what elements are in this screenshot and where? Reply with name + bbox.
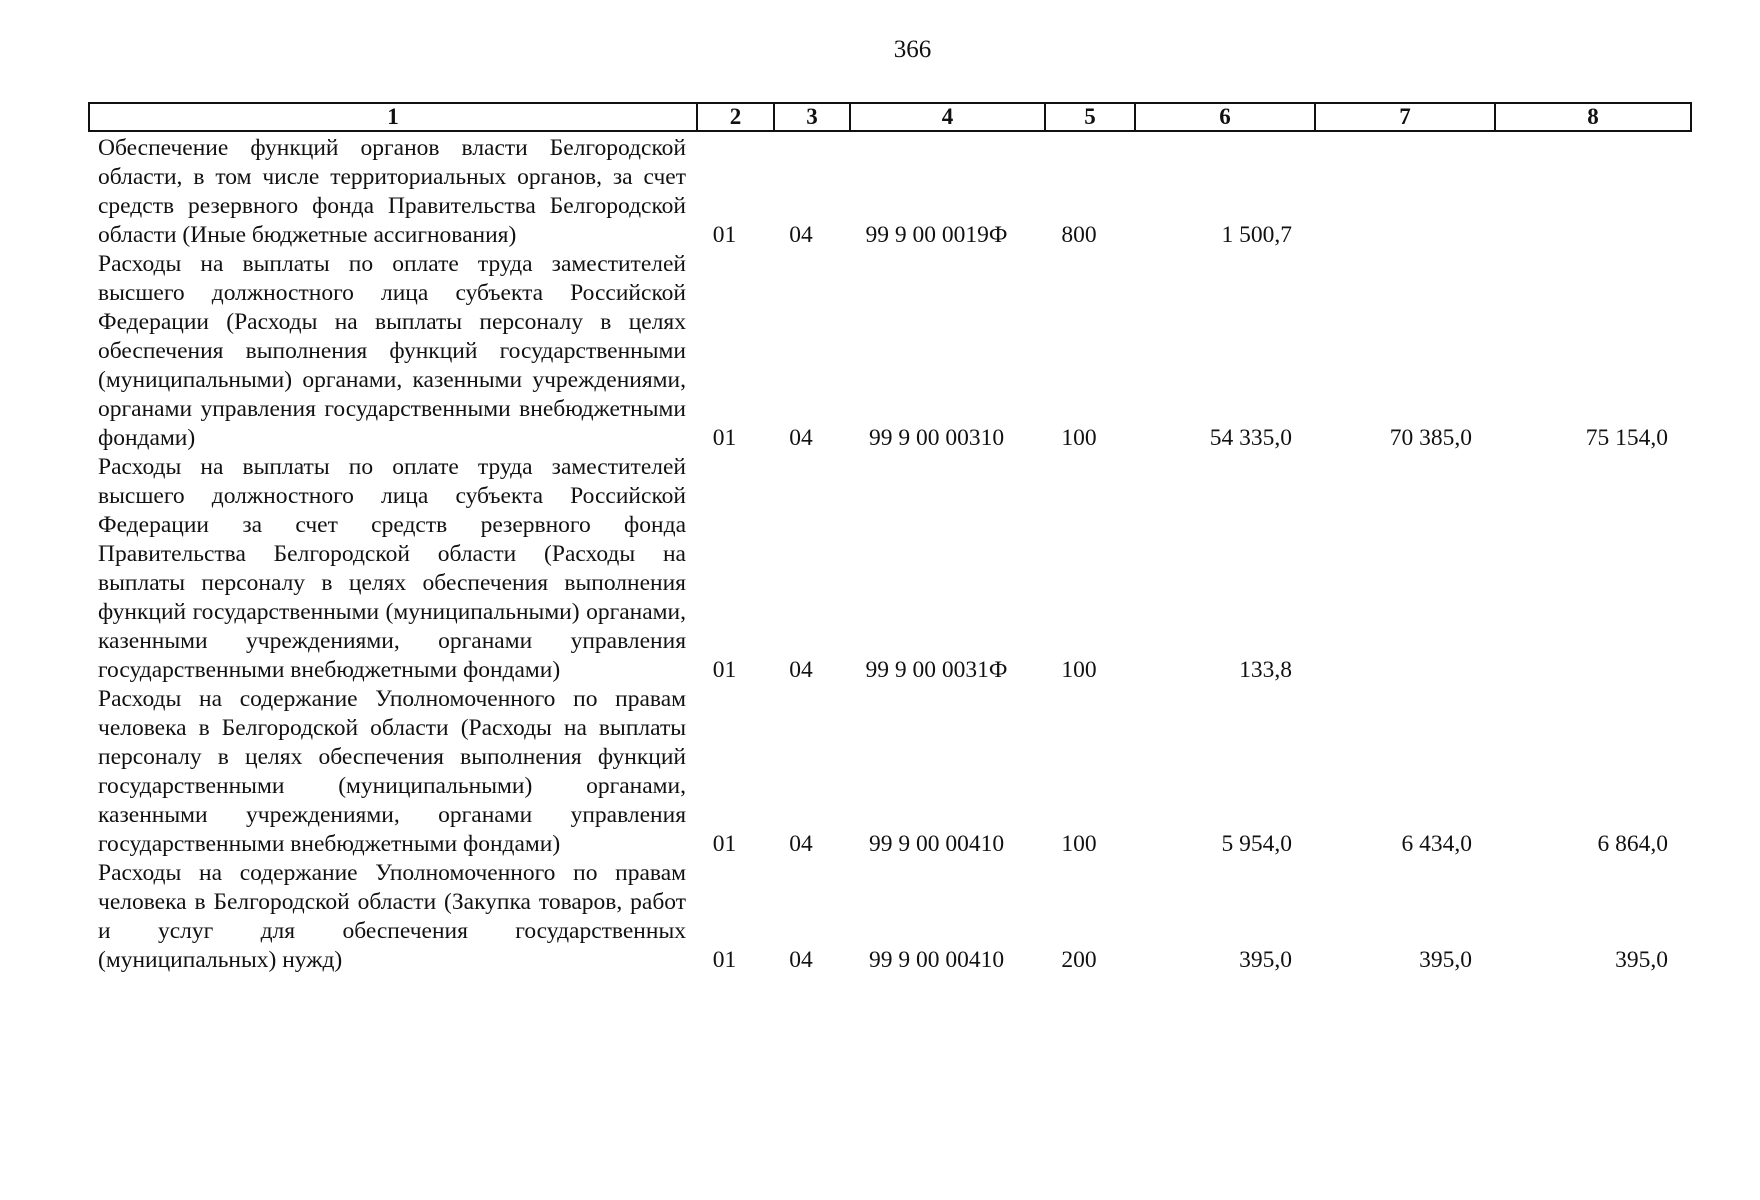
page-number: 366 <box>893 36 932 63</box>
row-subsection: 04 <box>789 947 813 973</box>
row-description: Расходы на содержание Уполномоченного по правам человека в Белгородской области (Закупка товаров, работ и услуг для обеспечения государственных (муниципальных) нужд) <box>98 860 686 973</box>
table-row <box>88 685 1680 859</box>
header-col-4: 4 <box>851 104 1046 130</box>
row-description: Расходы на выплаты по оплате труда заместителей высшего должностного лица субъекта Российской Федерации за счет средств резервного фонда Правительства Белгородской области (Расходы на выплаты персоналу в целях обеспечения выполнения функций государственными (муниципальными) органами, казенными учреждениями, органами управления государственными внебюджетными фондами) <box>98 454 686 683</box>
table-header <box>88 102 1692 132</box>
row-description: Расходы на выплаты по оплате труда заместителей высшего должностного лица субъекта Российской Федерации (Расходы на выплаты персоналу в целях обеспечения выполнения функций государственными (муниципальными) органами, казенными учреждениями, органами управления государственными внебюджетными фондами) <box>98 251 686 451</box>
row-amount-col7: 395,0 <box>1419 947 1472 973</box>
row-subsection: 04 <box>789 425 813 451</box>
row-target-code: 99 9 00 00410 <box>868 947 1005 973</box>
row-section: 01 <box>712 425 737 451</box>
row-target-code: 99 9 00 0019Ф <box>865 222 1008 248</box>
row-expense-type: 100 <box>1061 831 1097 857</box>
header-col-1: 1 <box>90 104 698 130</box>
row-subsection: 04 <box>789 831 813 857</box>
row-description: Расходы на содержание Уполномоченного по правам человека в Белгородской области (Расходы на выплаты персоналу в целях обеспечения выполнения функций государственными (муниципальными) органами, казенными учреждениями, органами управления государственными внебюджетными фондами) <box>98 686 686 857</box>
row-amount-col8: 395,0 <box>1615 947 1668 973</box>
table-row <box>88 250 1680 453</box>
row-subsection: 04 <box>789 222 813 248</box>
row-target-code: 99 9 00 00410 <box>868 831 1005 857</box>
header-col-5: 5 <box>1046 104 1136 130</box>
table-row <box>88 453 1680 685</box>
row-amount-col6: 1 500,7 <box>1221 222 1292 248</box>
row-amount-col6: 54 335,0 <box>1209 425 1292 451</box>
row-amount-col7: 6 434,0 <box>1401 831 1472 857</box>
table-body <box>88 134 1680 975</box>
row-expense-type: 800 <box>1061 222 1097 248</box>
row-section: 01 <box>712 657 737 683</box>
row-subsection: 04 <box>789 657 813 683</box>
row-expense-type: 200 <box>1061 947 1097 973</box>
header-col-6: 6 <box>1136 104 1316 130</box>
header-col-2: 2 <box>698 104 775 130</box>
row-target-code: 99 9 00 0031Ф <box>865 657 1008 683</box>
header-col-7: 7 <box>1316 104 1496 130</box>
row-amount-col8: 6 864,0 <box>1597 831 1668 857</box>
header-col-3: 3 <box>775 104 851 130</box>
row-section: 01 <box>712 831 737 857</box>
table-row <box>88 134 1680 250</box>
header-col-8: 8 <box>1587 104 1599 129</box>
row-amount-col7: 70 385,0 <box>1389 425 1472 451</box>
row-section: 01 <box>712 222 737 248</box>
row-section: 01 <box>712 947 737 973</box>
row-amount-col6: 5 954,0 <box>1221 831 1292 857</box>
row-amount-col6: 395,0 <box>1239 947 1292 973</box>
row-expense-type: 100 <box>1061 425 1097 451</box>
table-row <box>88 859 1680 975</box>
row-description: Обеспечение функций органов власти Белгородской области, в том числе территориальных органов, за счет средств резервного фонда Правительства Белгородской области (Иные бюджетные ассигнования) <box>98 135 686 248</box>
row-expense-type: 100 <box>1061 657 1097 683</box>
row-target-code: 99 9 00 00310 <box>868 425 1005 451</box>
row-amount-col6: 133,8 <box>1239 657 1292 683</box>
row-amount-col8: 75 154,0 <box>1585 425 1668 451</box>
